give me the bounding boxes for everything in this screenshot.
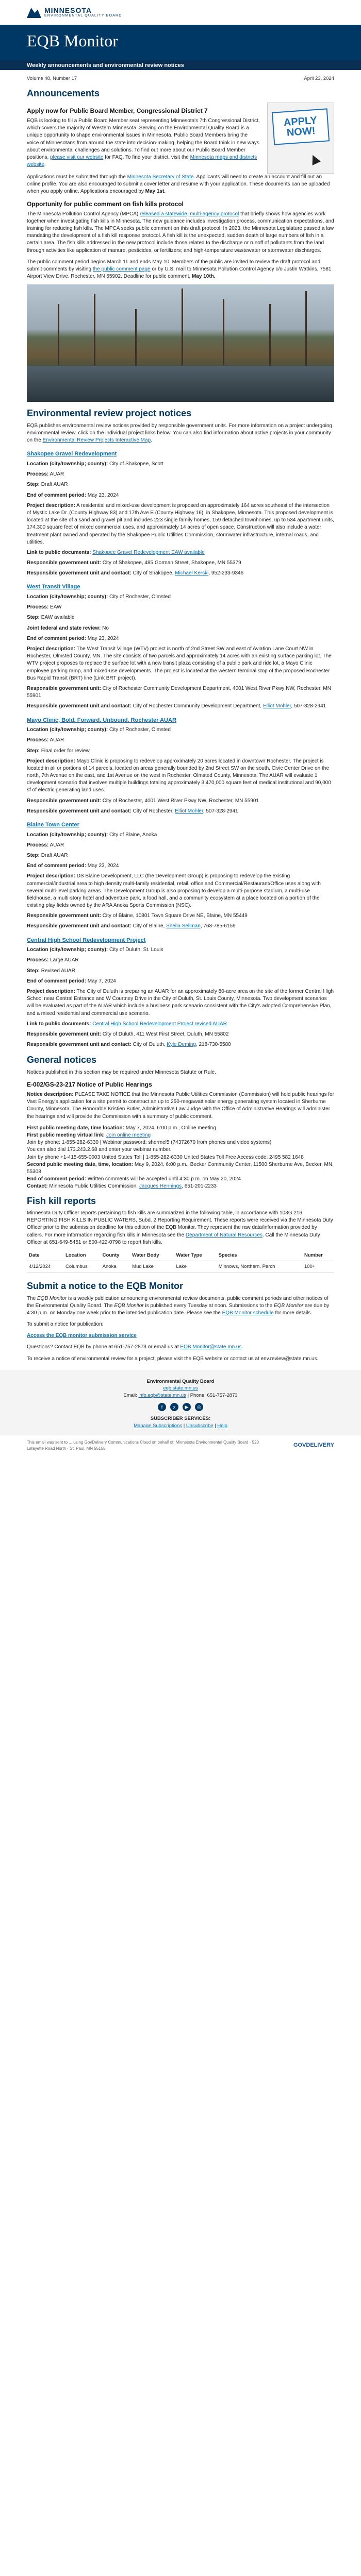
- volume-number: Volume 48, Number 17: [27, 76, 77, 81]
- project-west-transit: West Transit Village Location (city/township; county): City of Rochester, Olmsted Process: EAW Step: EAW available Joint federal and state review: No End of comment period: May 23, 2024 Project description: The West Transit Village (WTV) project is north of 2nd Street SW and east of Aviation Lane Court NW in Rochester, Olmsted County, MN. The site consists of two parcels and approximately 14 acres with an existing surface parking lot. The WTV project proposes to replace the surface lot with a new transit plaza consisting of a public park and ride lot, a Mayo Clinic employee parking ramp, and mixed-use developments. The project is located at the western terminal stop of the proposed Rochester Bus Rapid Transit (BRT) line (Link BRT project). Responsible government unit: City of Rochester Community Development Department, 4001 West River Pkwy NW, Rochester, MN 55901 Responsible government unit and contact: City of Rochester Community Development Department, Elliot Mohler, 507-328-2941: [27, 583, 334, 710]
- page-title: EQB Monitor: [27, 31, 118, 50]
- env-review-heading: Environmental review project notices: [27, 408, 192, 419]
- mn-logo-icon: [27, 7, 41, 18]
- col-number: Number: [302, 1250, 334, 1261]
- project-title[interactable]: West Transit Village: [27, 584, 80, 590]
- facebook-icon[interactable]: f: [158, 1403, 166, 1411]
- col-water-type: Water Type: [174, 1250, 216, 1261]
- fish-kill-heading: Fish kill reports: [27, 1195, 96, 1206]
- apply-paragraph-2: Applications must be submitted through the Minnesota Secretary of State. Applicants will need to create an account and fill out an online profile. You are also encouraged to submit a cover letter and resume with your application. These documents can be uploaded when you apply online. Applications encouraged by May 1st.: [27, 174, 330, 195]
- manage-subscriptions-link[interactable]: Manage Subscriptions: [134, 1422, 183, 1429]
- contact-link[interactable]: Michael Kerski: [175, 570, 209, 577]
- public-comment-link[interactable]: the public comment page: [92, 266, 151, 272]
- project-shakopee: Shakopee Gravel Redevelopment Location (city/township; county): City of Shakopee, Scott Process: AUAR Step: Draft AUAR End of comment period: May 23, 2024 Project description: A residential and mixed-use development is proposed on approximately 164 acres southeast of the intersection of Mystic Lake Dr. (County Highway 83) and 17th Ave E (County Highway 16), in Shakopee, Minnesota. This proposed development is located at the site of a sand and gravel pit and includes 223 single family homes, 159 detached townhomes, up to 534 apartment units, 174,300 square feet of mixed commercial uses, and approximately 14 acres of open space. Construction will also include a water treatment plant owned and operated by the Shakopee Public Utilities Commission, stormwater infrastructure, internal roads, and utilities. Link to public documents: Shakopee Gravel Redevelopment EAW available Responsible government unit: City of Shakopee, 485 Gorman Street, Shakopee, MN 55379 Responsible government unit and contact: City of Shakopee, Michael Kerski, 952-233-9346: [27, 451, 334, 577]
- fish-kill-section: [0, 1195, 361, 1273]
- general-intro: Notices published in this section may be required under Minnesota Statute or Rule.: [27, 1069, 216, 1075]
- join-online-link[interactable]: Join online meeting: [106, 1132, 151, 1139]
- schedule-link[interactable]: EQB Monitor schedule: [222, 1310, 274, 1316]
- footer-org: Environmental Quality Board: [146, 1378, 215, 1384]
- col-county: County: [101, 1250, 130, 1261]
- table-header-row: [27, 1250, 334, 1261]
- general-heading: General notices: [27, 1055, 97, 1065]
- fish-kill-table: [27, 1250, 334, 1273]
- submission-service-link[interactable]: Access the EQB monitor submission service: [27, 1333, 137, 1339]
- contact-link[interactable]: Elliot Mohler: [175, 808, 203, 814]
- project-mayo: Mayo Clinic, Bold. Forward. Unbound. Rochester AUAR Location (city/township; county): City of Rochester, Olmsted Process: AUAR Step: Final order for review Project description: Mayo Clinic is proposing to redevelop approximately 20 acres located in downtown Rochester. The project is located in all or portions of 14 parcels, located on areas generally bounded by 2nd Street SW on the south, Civic Center Drive on the north, 7th Avenue on the east, and 1st Avenue on the west in Rochester, Olmsted County, Minnesota. The AUAR will evaluate 1 development scenario that involves multiple buildings totaling approximately 3,470,000 square feet of medical institutional and 90,000 sf of electric generating land uses. Responsible government unit: City of Rochester, 4001 West River Pkwy NW, Rochester, MN 55901 Responsible government unit and contact: City of Rochester, Elliot Mohler, 507-328-2941: [27, 717, 334, 815]
- col-date: Date: [27, 1250, 63, 1261]
- logo-line2: ENVIRONMENTAL QUALITY BOARD: [44, 13, 122, 18]
- footer-email-link[interactable]: info.eqb@state.mn.us: [138, 1392, 186, 1398]
- project-title[interactable]: Mayo Clinic, Bold. Forward. Unbound. Rochester AUAR: [27, 717, 176, 723]
- apply-title: Apply now for Public Board Member, Congressional District 7: [27, 107, 208, 115]
- youtube-icon[interactable]: ▶: [183, 1403, 191, 1411]
- fish-protocol-p1: The Minnesota Pollution Control Agency (MPCA) released a statewide, multi-agency protocol that briefly shows how agencies work together when investigating fish kills in Minnesota. The new guidance includes investigation process, communication expectations, and training for reducing fish kills. The MPCA seeks public comment on this draft protocol. In 2023, the Minnesota Legislature passed a law mandating the development of a fish kill response protocol. A fish kill is the unexpected, sudden death of large numbers of fish in a certain area. The fish kills addressed in the new protocol include those related to the discharge or runoff of pollutants from the land through activities like application of manure, pesticides, or fertilizers; and high-temperature wastewater or stormwater discharges.: [27, 211, 334, 253]
- submit-p1: The EQB Monitor is a weekly publication announcing environmental review documents, public comment periods and other notices of the Environmental Quality Board. The EQB Monitor is published every Tuesday at noon. Submissions to the EQB Monitor are due by 4:30 p.m. on Monday one week prior to the intended publication date. Please see the EQB Monitor schedule for more details.: [27, 1295, 330, 1316]
- project-title[interactable]: Shakopee Gravel Redevelopment: [27, 451, 117, 457]
- logo-line1: MINNESOTA: [44, 6, 92, 14]
- top-bar: [0, 0, 361, 25]
- title-banner: [0, 25, 361, 60]
- footer-site-link[interactable]: eqb.state.mn.us: [163, 1385, 198, 1392]
- issue-meta: [0, 70, 361, 84]
- submit-p3: Questions? Contact EQB by phone at 651-757-2873 or email us at EQB.Monitor@state.mn.us.: [27, 1344, 243, 1350]
- contact-link[interactable]: Jacques Hennings: [139, 1183, 182, 1190]
- x-icon[interactable]: x: [170, 1403, 178, 1411]
- announcements-heading: Announcements: [27, 88, 100, 99]
- fish-deadline: May 10th.: [191, 274, 216, 280]
- contact-link[interactable]: Elliot Mohler: [262, 703, 291, 709]
- subtitle-bar: Weekly announcements and environmental review notices: [0, 60, 361, 70]
- table-row: 4/12/2024 Columbus Anoka Mud Lake Lake Minnows, Northern, Perch 100+: [27, 1261, 334, 1272]
- apply-deadline: May 1st.: [145, 189, 166, 195]
- fish-protocol-p2: The public comment period begins March 11 and ends May 10. Members of the public are invited to review the draft protocol and submit comments by visiting the public comment page or by U.S. mail to Minnesota Pollution Control Agency c/o Justin Watkins, 7581 Airport View Drive, Rochester, MN 55902. Deadline for public comment, May 10th.: [27, 259, 332, 280]
- col-location: Location: [63, 1250, 101, 1261]
- project-blaine: Blaine Town Center Location (city/township; county): City of Blaine, Anoka Process: AUAR Step: Draft AUAR End of comment period: May 23, 2024 Project description: DS Blaine Development, LLC (the Development Group) is proposing to redevelop the existing commercial/industrial area to high density multi-family residential, retail, office and Commercial/Restaurant/Office uses along with several multi-level parking areas. The Development Group is also proposing to develop a multi-purpose stadium, a multi-use fieldhouse, a multi-story hotel and adventure park, a food hall, and a community ecosystem at a place located on a portion of the existing play fields owned by the ARA Anoka Sports Commission (NSC). Responsible government unit: City of Blaine, 10801 Town Square Drive NE, Blaine, MN 55449 Responsible government unit and contact: City of Blaine, Sheila Sellman, 763-785-6159: [27, 821, 334, 930]
- col-water-body: Water Body: [130, 1250, 174, 1261]
- instagram-icon[interactable]: ◎: [195, 1403, 203, 1411]
- fish-protocol-title: Opportunity for public comment on fish kills protocol: [27, 200, 184, 208]
- submit-section: [0, 1280, 361, 1363]
- project-title[interactable]: Blaine Town Center: [27, 822, 79, 828]
- notice-title: E-002/GS-23-217 Notice of Public Hearings: [27, 1081, 152, 1089]
- env-review-intro: EQB publishes environmental review notices provided by responsible government units. For more information on a project undergoing environmental review, click on the individual project links below. You can also find information about active projects in your community on the Environmental Review Projects Interactive Map.: [27, 422, 332, 444]
- apply-paragraph-1: EQB is looking to fill a Public Board Member seat representing Minnesota's 7th Congressional District, which covers the majority of Western Minnesota. Serving on the Environmental Quality Board is a unique opportunity to shape environmental issues in Minnesota. Public Board Members bring the voice of Minnesotans from around the state into decision-making, helping the Board think in new ways about environmental challenges and solutions. To find out more about our Public Board Member positions, please visit our website for FAQ. To find your district, visit the Minnesota maps and districts website.: [27, 118, 260, 168]
- fish-kill-intro: Minnesota Duty Officer reports pertaining to fish kills are summarized in the following table, in accordance with 103G.216, REPORTING FISH KILLS IN PUBLIC WATERS, Subd. 2 Reporting Requirement. These reports were received via the Minnesota Duty Officer prior to the submission deadline for this edition of the EQB Monitor. They represent the raw data/information provided by callers. For more information regarding fish kills in Minnesota see the Department of Natural Resources. Call the Minnesota Duty Officer at 651-649-5451 or 800-422-0798 to report fish kills.: [27, 1210, 333, 1245]
- apply-now-image: [267, 103, 334, 174]
- project-central-high: Central High School Redevelopment Project Location (city/township; county): City of Duluth, St. Louis Process: Large AUAR Step: Revised AUAR End of comment period: May 7, 2024 Project description: The City of Duluth is preparing an AUAR for an approximately 80-acre area on the site of the former Central High School near Central Entrance and W Courtney Drive in the City of Duluth, St. Louis County, Minnesota. Two development scenarios will be evaluated as part of the AUAR which include a business park scenario consistent with the City's adopted Comprehensive Plan, and a mixed residential and commercial use scenario. Link to public documents: Central High School Redevelopment Project revised AUAR Responsible government unit: City of Duluth, 411 West First Street, Duluth, MN 55802 Responsible government unit and contact: City of Duluth, Kyle Deming, 218-730-5580: [27, 937, 334, 1048]
- social-icons: [27, 1403, 334, 1411]
- submit-p2: To submit a notice for publication:: [27, 1321, 104, 1328]
- maps-districts-link[interactable]: Minnesota maps and districts website: [27, 155, 257, 168]
- env-review-section: [0, 407, 361, 1048]
- bottom-left-text: This email was sent to ... using GovDelivery Communications Cloud on behalf of: Minnesota Environmental Quality Board · 520 Lafayette Road North · St. Paul, MN 55155: [27, 1440, 259, 1451]
- footer: Environmental Quality Board eqb.state.mn.us Email: info.eqb@state.mn.us | Phone: 651-757-2873 f x ▶ ◎ SUBSCRIBER SERVICES: Manage Subscriptions | Unsubscribe | Help: [0, 1370, 361, 1435]
- contact-link[interactable]: Sheila Sellman: [166, 923, 201, 929]
- col-species: Species: [217, 1250, 302, 1261]
- submit-p4: To receive a notice of environmental review for a project, please visit the EQB website or contact us at env.review@state.mn.us.: [27, 1355, 319, 1362]
- cursor-icon: [308, 153, 321, 165]
- project-docs-link[interactable]: Shakopee Gravel Redevelopment EAW available: [92, 549, 205, 555]
- bottom-bar: [0, 1435, 361, 1455]
- project-docs-link[interactable]: Central High School Redevelopment Project revised AUAR: [92, 1021, 227, 1027]
- interactive-map-link[interactable]: Environmental Review Projects Interactive Map: [42, 437, 151, 444]
- govdelivery-logo[interactable]: GOVDELIVERY: [293, 1442, 334, 1448]
- board-website-link[interactable]: please visit our website: [50, 155, 104, 160]
- unsubscribe-link[interactable]: Unsubscribe: [186, 1422, 214, 1429]
- notice-text: PLEASE TAKE NOTICE that the Minnesota Public Utilities Commission (Commission) will hold public hearings for Vast Energy's application for a site permit to construct an up to 250-megawatt solar energy generating system located in Sherburne County, Minnesota. The Honorable Kristien Butler, Administrative Law Judge with the Office of Administrative Hearings will administer the hearings and will provide the Commission with a summary of public comment.: [27, 1092, 334, 1120]
- secretary-of-state-link[interactable]: Minnesota Secretary of State: [127, 174, 194, 180]
- submit-heading: Submit a notice to the EQB Monitor: [27, 1281, 183, 1291]
- dnr-link[interactable]: Department of Natural Resources: [185, 1232, 262, 1238]
- apply-block: [27, 103, 334, 174]
- mn-eqb-logo[interactable]: [27, 7, 122, 18]
- apply-image-text-1: APPLY: [283, 114, 318, 129]
- contact-link[interactable]: Kyle Deming: [167, 1042, 196, 1048]
- general-notices-section: General notices Notices published in this section may be required under Minnesota Statute or Rule. E-002/GS-23-217 Notice of Public Hearings Notice description: PLEASE TAKE NOTICE that the Minnesota Public Utilities Commission (Commission) will hold public hearings for Vast Energy's application for a site permit to construct an up to 250-megawatt solar energy generating system located in Sherburne County, Minnesota. The Honorable Kristien Butler, Administrative Law Judge with the Office of Administrative Hearings will administer the hearings and will provide the Commission with a summary of public comment. First public meeting date, time location: May 7, 2024, 6:00 p.m., Online meeting First public meeting virtual link: Join online meeting Join by phone: 1-855-282-6330 | Webinar password: shermel5 (74372670 from phones and video systems) You can also dial 173.243.2.68 and enter your webinar number. Join by phone +1-415-655-0003 United States Toll | 1-855-282-6330 United States Toll Free Access code: 2495 582 1648 Second public meeting date, time, location: May 9, 2024, 6:00 p.m., Becker Community Center, 11500 Sherburne Ave, Becker, MN, 55308 End of comment period: Written comments will be accepted until 4:30 p.m. on May 20, 2024 Contact: Minnesota Public Utilities Commission, Jacques Hennings, 651-201-2233: [27, 1055, 334, 1190]
- monitor-email-link[interactable]: EQB.Monitor@state.mn.us: [180, 1344, 242, 1350]
- project-title[interactable]: Central High School Redevelopment Project: [27, 937, 146, 943]
- protocol-link[interactable]: released a statewide, multi-agency protocol: [140, 211, 239, 217]
- issue-date: April 23, 2024: [304, 76, 334, 81]
- help-link[interactable]: Help: [217, 1422, 227, 1429]
- announcements-section: [0, 87, 361, 280]
- apply-image-text-2: NOW!: [286, 125, 316, 139]
- river-photo: [27, 284, 334, 402]
